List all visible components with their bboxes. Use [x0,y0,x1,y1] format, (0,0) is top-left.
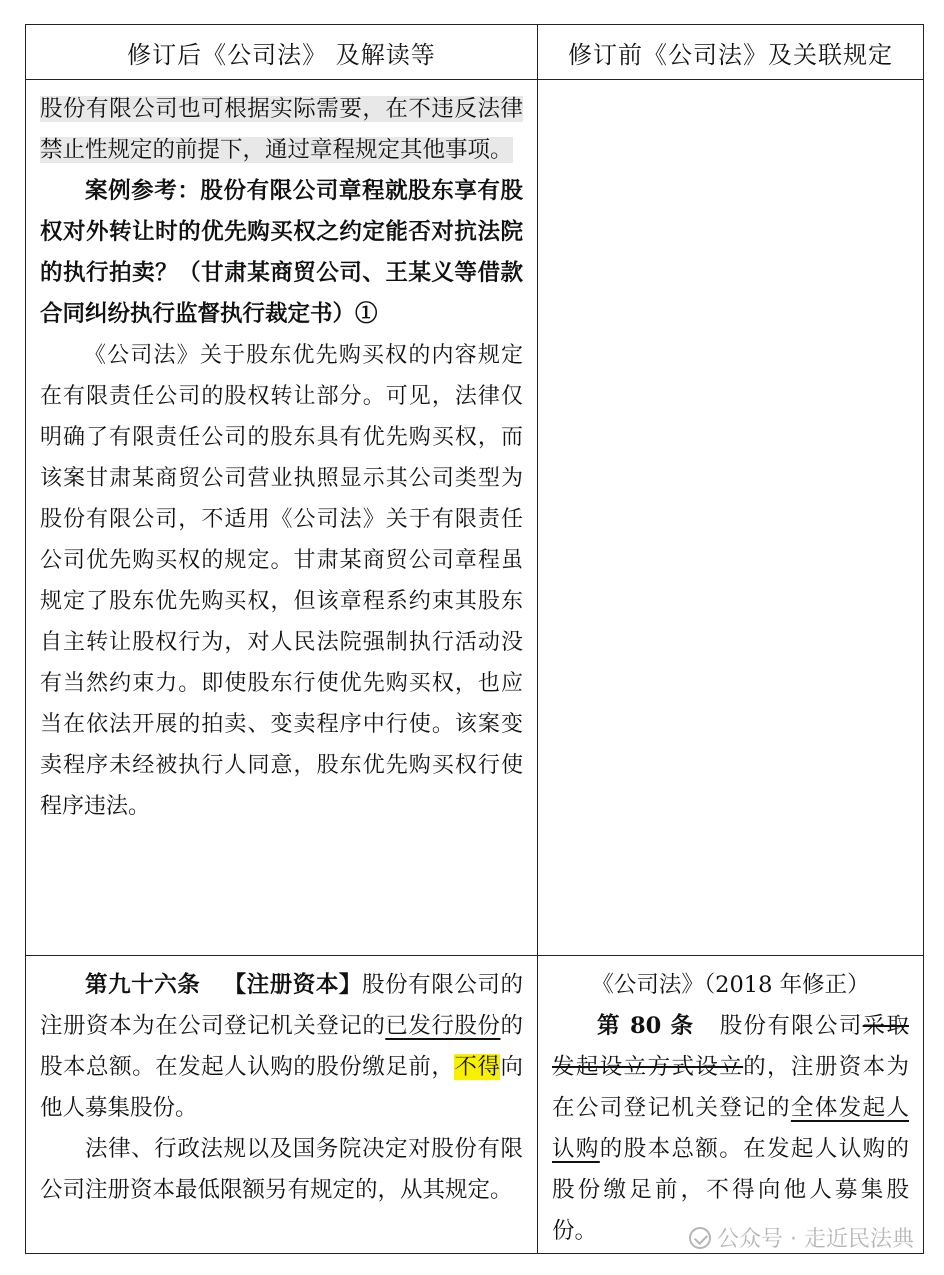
underlined-change: 全体发起人认购 [552,1095,909,1162]
header-left: 修订后《公司法》 及解读等 [26,25,538,80]
row1-left-cell [26,80,538,956]
article-96-paragraph-2: 法律、行政法规以及国务院决定对股份有限公司注册资本最低限额另有规定的，从其规定。 [40,1136,523,1203]
source-law: 《公司法》（2018 年修正） [591,972,870,998]
article-keyword: 【注册资本】 [223,972,363,998]
watermark [689,1222,914,1253]
article-80: 第 80 条 股份有限公司采取发起设立方式设立的，注册资本为在公司登记机关登记的全体发起人认购的股本总额。在发起人认购的股份缴足前，不得向他人募集股份。 [552,1013,909,1244]
row1-paragraph-1: 股份有限公司也可根据实际需要，在不违反法律禁止性规定的前提下，通过章程规定其他事项。 [40,96,523,163]
underlined-change: 已发行股份 [385,1013,501,1039]
case-reference-title: 案例参考：股份有限公司章程就股东享有股权对外转让时的优先购买权之约定能否对抗法院的执行拍卖？（甘肃某商贸公司、王某义等借款合同纠纷执行监督执行裁定书）① [40,178,523,327]
table-row [26,956,924,1254]
watermark-text: 公众号 · 走近民法典 [717,1227,914,1252]
header-row [26,25,924,80]
row1-right-cell [538,80,924,956]
wechat-icon [689,1227,711,1249]
deleted-text: 采取发起设立方式设立 [552,1013,909,1080]
header-right: 修订前《公司法》及关联规定 [538,25,924,80]
row2-left-cell [26,956,538,1254]
article-number: 第九十六条 [85,972,201,998]
comparison-table [25,24,924,1254]
article-number: 第 80 条 [597,1013,695,1039]
row1-paragraph-2: 《公司法》关于股东优先购买权的内容规定在有限责任公司的股权转让部分。可见，法律仅明确了有限责任公司的股东具有优先购买权，而该案甘肃某商贸公司营业执照显示其公司类型为股份有限公司，不适用《公司法》关于有限责任公司优先购买权的规定。甘肃某商贸公司章程虽规定了股东优先购买权，但该章程系约束其股东自主转让股权行为，对人民法院强制执行活动没有当然约束力。即使股东行使优先购买权，也应当在依法开展的拍卖、变卖程序中行使。该案变卖程序未经被执行人同意，股东优先购买权行使程序违法。 [40,343,523,819]
row2-right-cell [538,956,924,1254]
table-row [26,80,924,956]
highlighted-change: 不得 [454,1054,501,1080]
article-96: 第九十六条 【注册资本】股份有限公司的注册资本为在公司登记机关登记的已发行股份的股本总额。在发起人认购的股份缴足前，不得向他人募集股份。 [40,972,523,1121]
